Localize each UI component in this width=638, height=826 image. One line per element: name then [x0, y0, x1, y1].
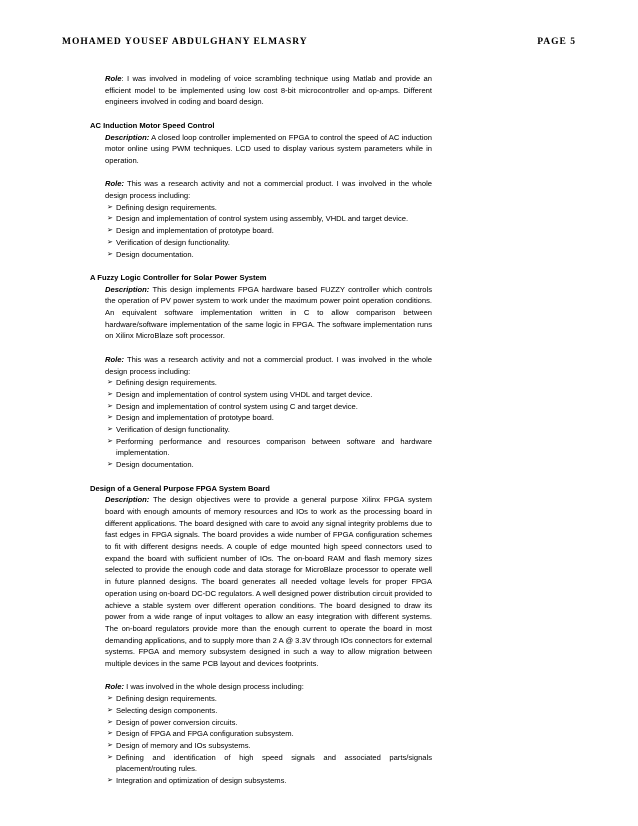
project-title: Design of a General Purpose FPGA System Board	[90, 483, 270, 493]
arrow-bullet-icon: ➢	[107, 706, 113, 714]
project-title: A Fuzzy Logic Controller for Solar Power System	[90, 272, 267, 282]
project-role	[105, 354, 432, 377]
description-label: Description:	[105, 132, 150, 142]
arrow-bullet-icon: ➢	[107, 227, 113, 235]
list-item: ➢ Integration and optimization of design subsystems.	[107, 776, 287, 786]
role-label: Role:	[105, 682, 124, 692]
list-item: ➢ Design documentation.	[107, 460, 194, 470]
page-header	[62, 37, 576, 51]
description-text: The design objectives were to provide a general purpose Xilinx FPGA system board with enough amounts of memory resources and IOs to work as the processing board in different applications. The board designed with care to avoid any signal integrity problems due to fast edges in FPGA signals. The board provides a wide number of FPGA configuration schemes to fit with different designs needs. A couple of edge mounted high speed connectors used to expand the board with sufficient number of IOs. The on-board RAM and flash memory sizes selected to provide the enough code and data storage for MicroBlaze processor to operate well in future planned designs. The board generates all needed voltage levels for proper FPGA operation using on-board DC-DC regulators. A well designed power distribution circuit provided to achieve a stable system over different operation conditions. The board designed to draw its power from a wide range of input voltages to allow an easy integration with different systems. The on-board regulators provide more than the enough current to operate the board in most demanding applications, and to supply more than 2 A @ 3.3V through IOs connectors for external systems. FPGA and memory subsystem designed in such a way to allow migration between multiple devices in the same PCB layout and devices footprints.	[105, 495, 432, 669]
role-label: Role:	[105, 354, 124, 364]
project-description	[105, 494, 432, 670]
intro-role-label: Role	[105, 74, 122, 83]
description-text: This design implements FPGA hardware based FUZZY controller which controls the operation of PV power system to work under the maximum power point operation conditions. An equivalent software implementation written in C to allow comparison between hardware/software implementation of the same logic in FPGA. The software implementation runs on Xilinx MicroBlaze soft processor.	[105, 284, 432, 341]
arrow-bullet-icon: ➢	[107, 741, 113, 749]
task-list	[90, 693, 432, 787]
list-item: ➢ Design of memory and IOs subsystems.	[107, 740, 251, 750]
task-list	[90, 202, 432, 261]
document-body	[90, 73, 432, 787]
list-item: ➢ Design and implementation of control system using C and target device.	[107, 401, 358, 411]
arrow-bullet-icon: ➢	[107, 379, 113, 387]
project-title: AC Induction Motor Speed Control	[90, 120, 215, 130]
arrow-bullet-icon: ➢	[107, 215, 113, 223]
arrow-bullet-icon: ➢	[107, 426, 113, 434]
description-text: A closed loop controller implemented on FPGA to control the speed of AC induction motor online using PWM techniques. LCD used to display various system parameters while in operation.	[105, 132, 432, 165]
list-item: ➢ Selecting design components.	[107, 705, 218, 715]
arrow-bullet-icon: ➢	[107, 753, 113, 761]
role-text: This was a research activity and not a commercial product. I was involved in the whole design process including:	[105, 354, 432, 376]
role-label: Role:	[105, 179, 124, 189]
list-item: ➢ Design of FPGA and FPGA configuration subsystem.	[107, 729, 294, 739]
list-item: ➢ Performing performance and resources comparison between software and hardware implementation.	[107, 436, 432, 458]
list-item: ➢ Defining design requirements.	[107, 202, 217, 212]
project-description	[105, 132, 432, 167]
description-label: Description:	[105, 284, 150, 294]
list-item: ➢ Design and implementation of control system using assembly, VHDL and target device.	[107, 214, 409, 224]
page-number: PAGE 5	[537, 37, 576, 47]
list-item: ➢ Defining design requirements.	[107, 694, 217, 704]
list-item: ➢ Design of power conversion circuits.	[107, 717, 238, 727]
list-item: ➢ Defining design requirements.	[107, 378, 217, 388]
list-item: ➢ Design documentation.	[107, 249, 194, 259]
arrow-bullet-icon: ➢	[107, 238, 113, 246]
list-item: ➢ Verification of design functionality.	[107, 237, 230, 247]
arrow-bullet-icon: ➢	[107, 730, 113, 738]
arrow-bullet-icon: ➢	[107, 718, 113, 726]
list-item: ➢ Verification of design functionality.	[107, 425, 230, 435]
author-name: MOHAMED YOUSEF ABDULGHANY ELMASRY	[62, 37, 308, 47]
intro-role	[105, 73, 432, 108]
arrow-bullet-icon: ➢	[107, 390, 113, 398]
list-item: ➢ Design and implementation of prototype board.	[107, 413, 274, 423]
intro-role-text: : I was involved in modeling of voice scrambling technique using Matlab and provide an efficient model to be implemented using low cost 8-bit microcontroller and op-amps. Different engineers involved in coding and board design.	[105, 74, 432, 107]
project-role	[105, 178, 432, 201]
arrow-bullet-icon: ➢	[107, 695, 113, 703]
description-label: Description:	[105, 495, 150, 505]
list-item: ➢ Defining and identification of high speed signals and associated parts/signals placement/routing rules.	[107, 752, 432, 774]
project-description	[105, 284, 432, 343]
arrow-bullet-icon: ➢	[107, 777, 113, 785]
role-text: This was a research activity and not a commercial product. I was involved in the whole design process including:	[105, 179, 432, 200]
arrow-bullet-icon: ➢	[107, 414, 113, 422]
arrow-bullet-icon: ➢	[107, 461, 113, 469]
task-list	[90, 377, 432, 471]
role-text: I was involved in the whole design process including:	[123, 682, 304, 692]
arrow-bullet-icon: ➢	[107, 437, 113, 445]
arrow-bullet-icon: ➢	[107, 203, 113, 211]
list-item: ➢ Design and implementation of control system using VHDL and target device.	[107, 389, 373, 399]
arrow-bullet-icon: ➢	[107, 250, 113, 258]
project-role	[105, 681, 432, 693]
arrow-bullet-icon: ➢	[107, 402, 113, 410]
list-item: ➢ Design and implementation of prototype board.	[107, 226, 274, 236]
